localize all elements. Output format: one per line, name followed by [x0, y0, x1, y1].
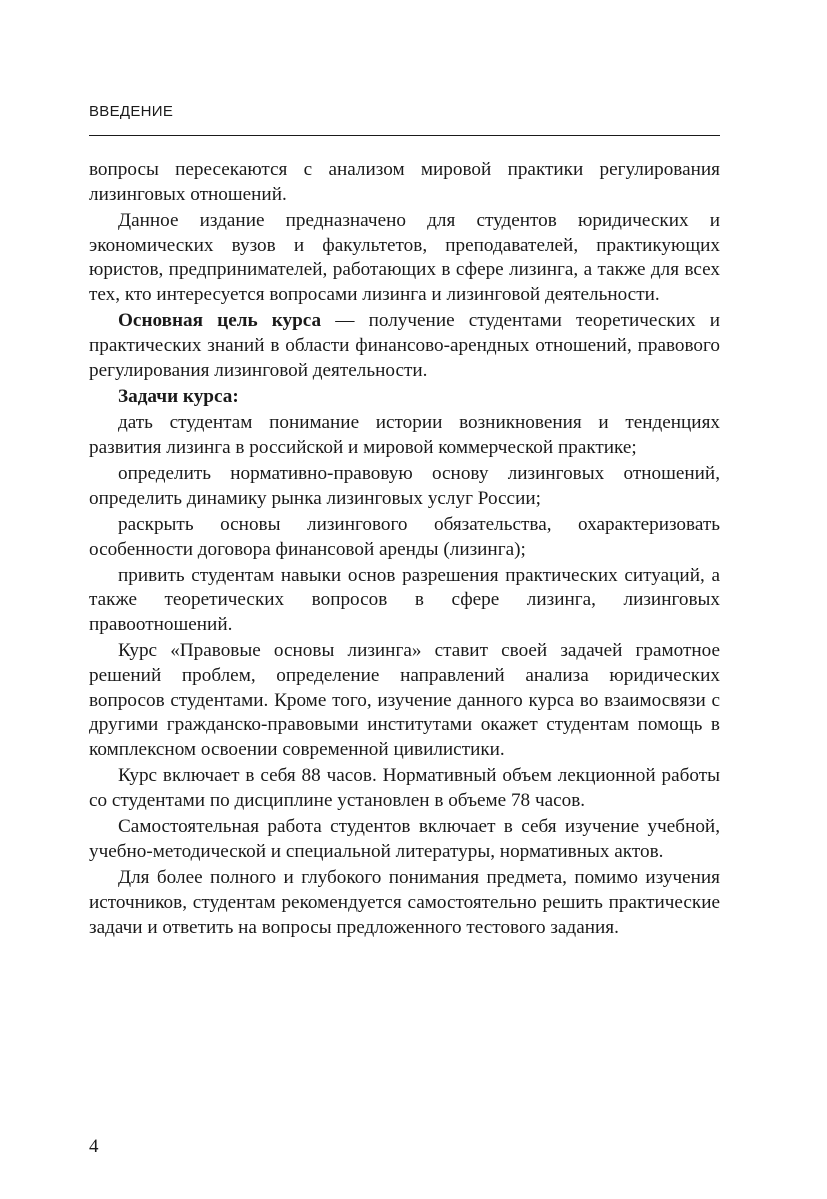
- page-number: 4: [89, 1136, 99, 1157]
- tasks-heading-text: Задачи курса:: [118, 385, 239, 407]
- course-goal-term: Основная цель курса: [118, 310, 322, 332]
- paragraph-audience: Данное издание предназначено для студентов юридических и экономических вузов и факультетов, преподавателей, практикующих юристов, предпринимателей, работающих в сфере лизинга, а также для всех тех, кто интересуется вопросами лизинга и лизинговой деятельности.: [89, 209, 720, 306]
- tasks-heading: [89, 385, 720, 410]
- task-item-3: раскрыть основы лизингового обязательства, охарактеризовать особенности договора финансовой аренды (лизинга);: [89, 513, 720, 560]
- running-head: ВВЕДЕНИЕ: [89, 103, 174, 120]
- body-text: [89, 158, 720, 942]
- paragraph-recommendation: Для более полного и глубокого понимания предмета, помимо изучения источников, студентам рекомендуется самостоятельно решить практические задачи и ответить на вопросы предложенного тестового задания.: [89, 867, 720, 938]
- paragraph-self-study: Самостоятельная работа студентов включает в себя изучение учебной, учебно-методической и специальной литературы, нормативных актов.: [89, 816, 720, 862]
- paragraph-continuation: вопросы пересекаются с анализом мировой практики регулирования лизинговых отношений.: [89, 159, 720, 205]
- task-item-2: определить нормативно-правовую основу лизинговых отношений, определить динамику рынка лизинговых услуг России;: [89, 462, 720, 509]
- paragraph-hours: Курс включает в себя 88 часов. Нормативный объем лекционной работы со студентами по дисциплине установлен в объеме 78 часов.: [89, 765, 720, 812]
- header-rule: [89, 135, 720, 136]
- paragraph-course-goal: [89, 309, 720, 383]
- paragraph-course-task: Курс «Правовые основы лизинга» ставит своей задачей грамотное решений проблем, определение направлений анализа юридических вопросов студентами. Кроме того, изучение данного курса во взаимосвязи с другими гражданско-правовыми институтами окажет студентам помощь в комплексном освоении современной цивилистики.: [89, 640, 720, 761]
- task-item-4: привить студентам навыки основ разрешения практических ситуаций, а также теоретических вопросов в сфере лизинга, лизинговых правоотношений.: [89, 564, 720, 636]
- task-item-1: дать студентам понимание истории возникновения и тенденциях развития лизинга в российской и мировой коммерческой практике;: [89, 412, 720, 458]
- course-goal-text: — получение студентами теоретических и практических знаний в области финансово-арендных отношений, правового регулирования лизинговой деятельности.: [89, 310, 720, 381]
